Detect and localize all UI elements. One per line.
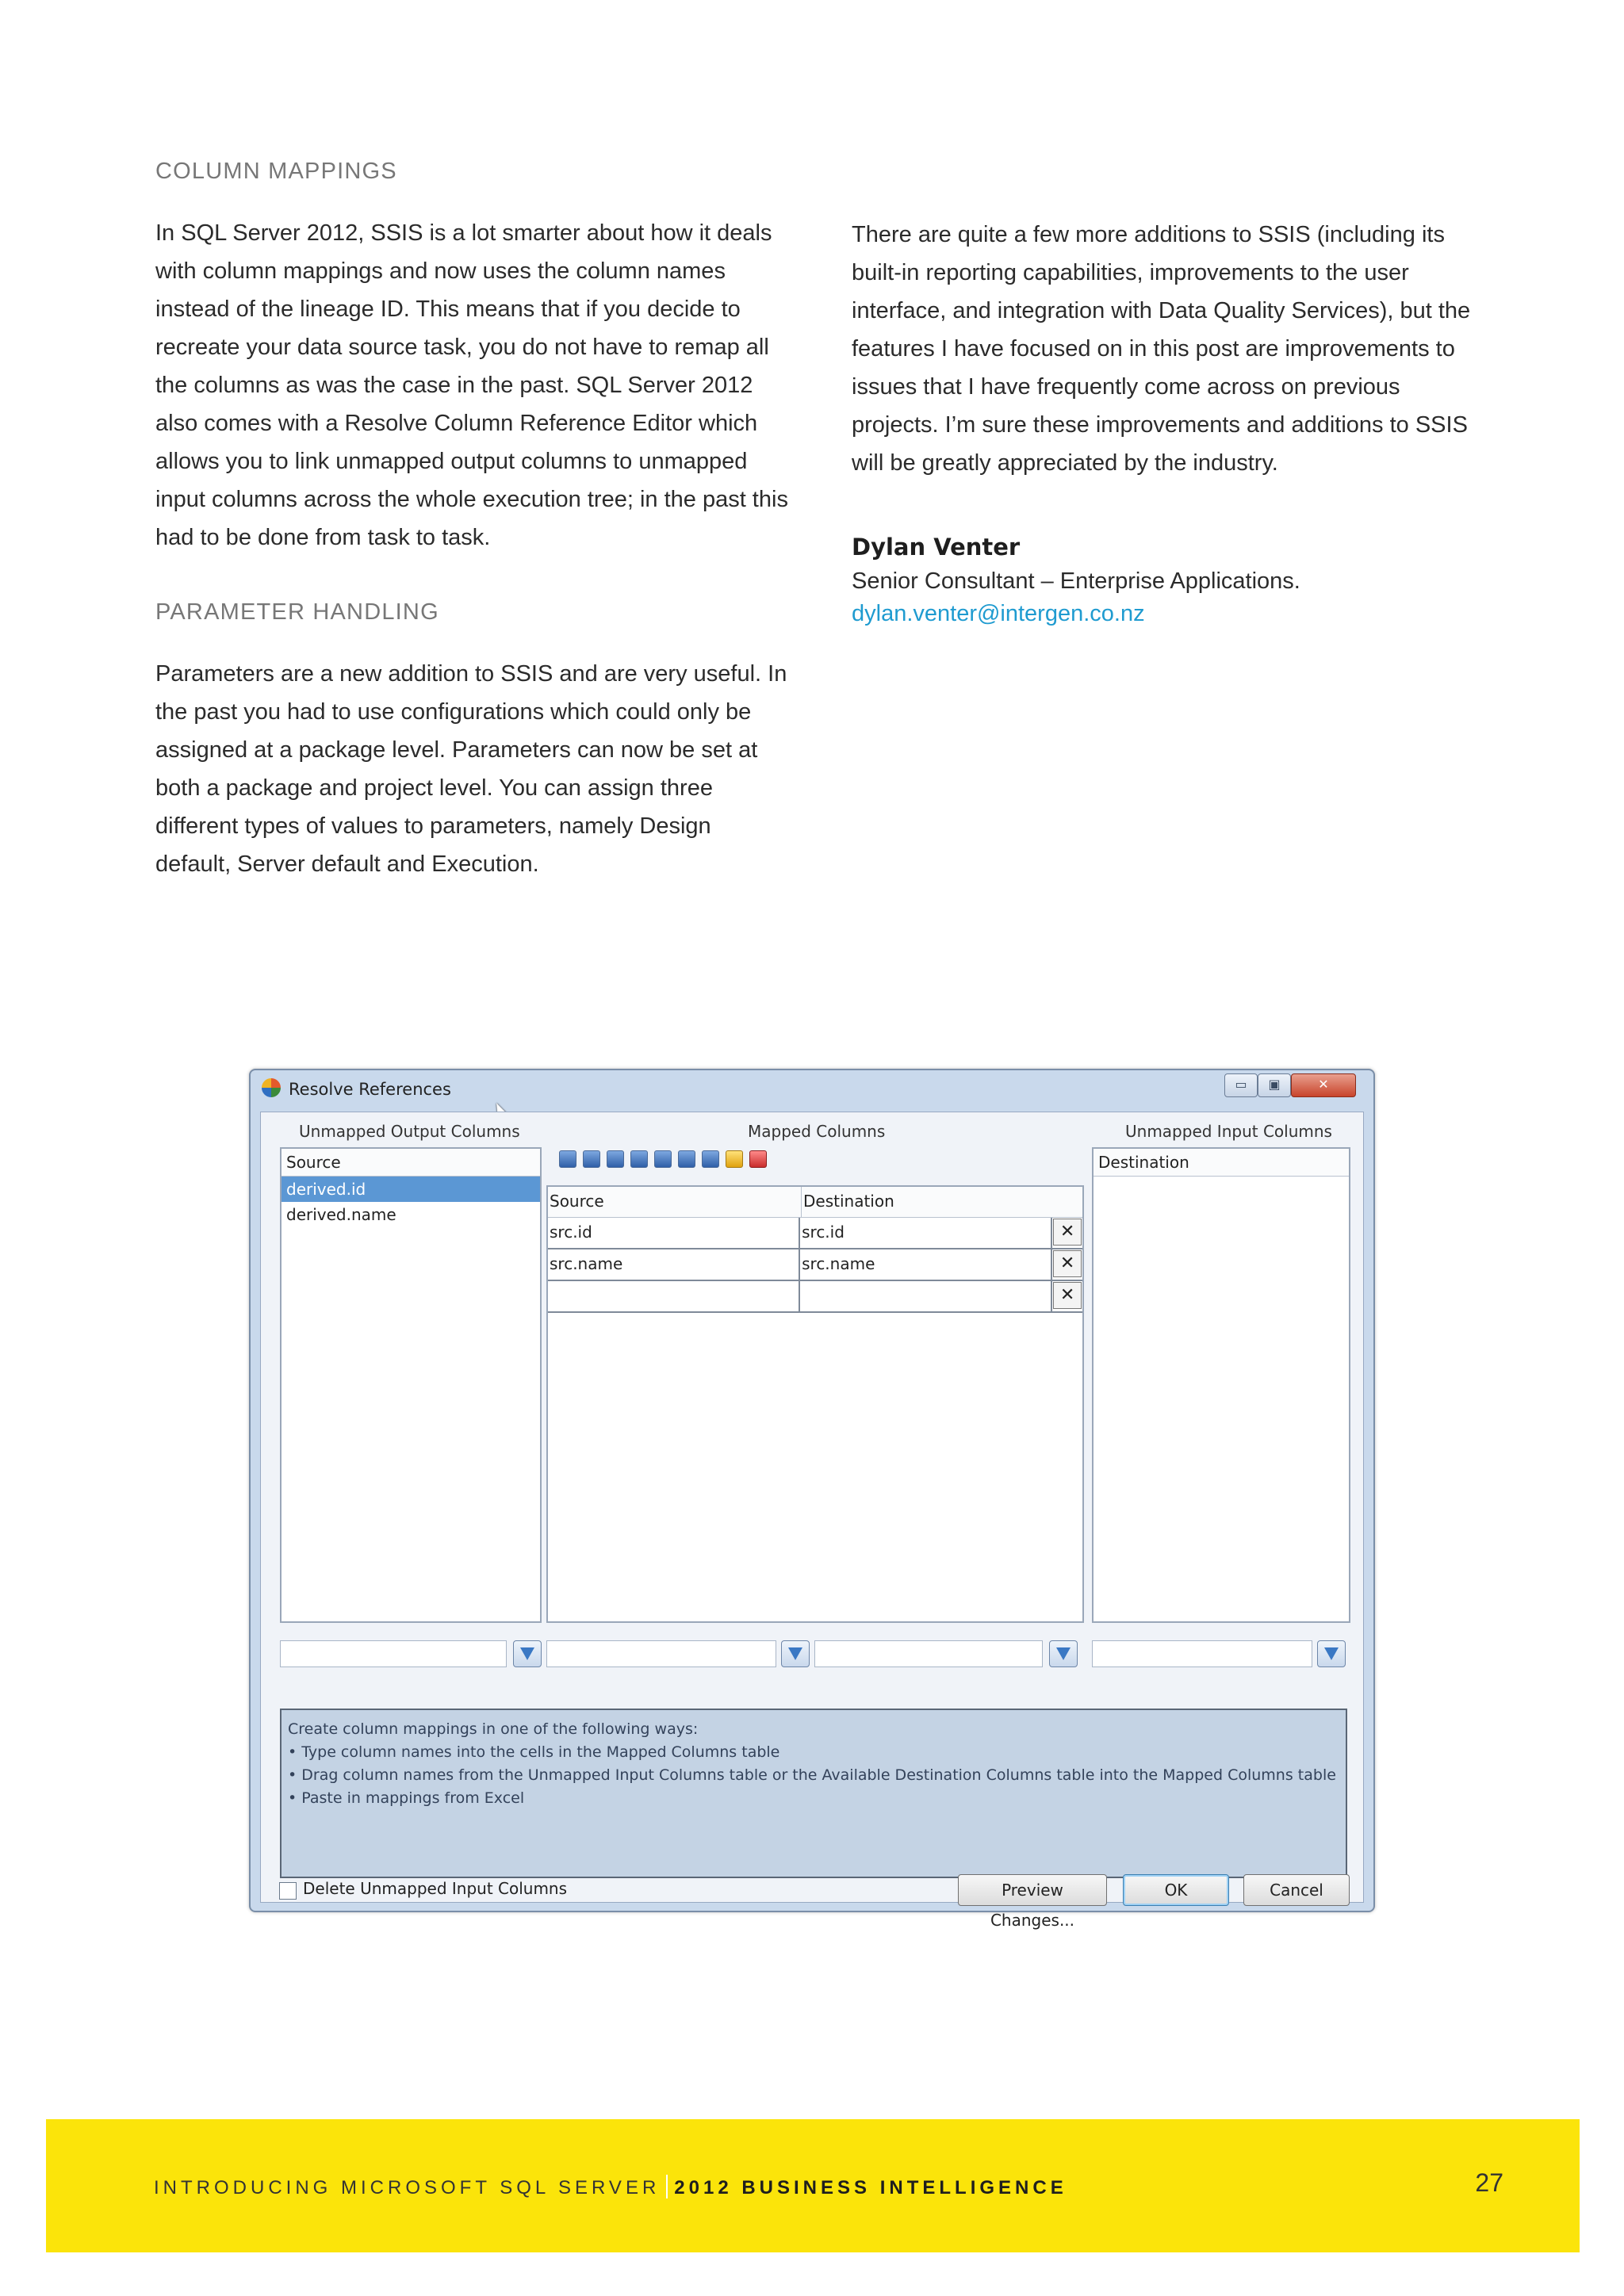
author-name: Dylan Venter bbox=[852, 534, 1021, 561]
source-filter-icon[interactable] bbox=[781, 1640, 810, 1667]
footer-title bbox=[154, 2175, 1067, 2199]
parameter-handling-heading: PARAMETER HANDLING bbox=[155, 599, 439, 625]
output-filter-icon[interactable] bbox=[513, 1640, 542, 1667]
delete-mapping-icon[interactable]: ✕ bbox=[1053, 1282, 1082, 1309]
mapped-source-cell[interactable]: src.id bbox=[548, 1218, 800, 1248]
mapped-destination-cell[interactable]: src.id bbox=[800, 1218, 1052, 1248]
left-column bbox=[155, 155, 790, 883]
unmapped-output-list[interactable] bbox=[280, 1147, 542, 1623]
unmapped-input-list[interactable] bbox=[1092, 1147, 1350, 1623]
app-icon bbox=[262, 1078, 281, 1097]
delete-unmapped-checkbox[interactable] bbox=[279, 1882, 297, 1900]
maximize-button[interactable]: ▣ bbox=[1258, 1073, 1291, 1097]
resolve-references-dialog bbox=[249, 1069, 1375, 1930]
preview-changes-button[interactable]: Preview Changes... bbox=[958, 1874, 1107, 1906]
author-role: Senior Consultant – Enterprise Applications. bbox=[852, 568, 1300, 594]
help-line: Create column mappings in one of the following ways: bbox=[288, 1720, 699, 1738]
author-email-link[interactable]: dylan.venter@intergen.co.nz bbox=[852, 601, 1145, 626]
clear-icon[interactable] bbox=[749, 1150, 767, 1168]
mapped-destination-header[interactable]: Destination bbox=[803, 1192, 894, 1211]
table-row bbox=[548, 1281, 1082, 1313]
page-number: 27 bbox=[1475, 2168, 1503, 2197]
table-row bbox=[548, 1249, 1082, 1281]
delete-mapping-icon[interactable]: ✕ bbox=[1053, 1250, 1082, 1277]
unmapped-output-header[interactable]: Source bbox=[282, 1149, 540, 1177]
mapped-destination-cell[interactable] bbox=[800, 1281, 1052, 1311]
cancel-button[interactable]: Cancel bbox=[1243, 1874, 1350, 1906]
destination-filter-icon[interactable] bbox=[1049, 1640, 1078, 1667]
mapped-destination-cell[interactable]: src.name bbox=[800, 1249, 1052, 1280]
parameter-handling-paragraph: Parameters are a new addition to SSIS and are very useful. In the past you had to use configurations which could only be assigned at a package level. Parameters can now be set at both a package and project level. You can assign three different types of values to parameters, namely Design default, Server default and Execution. bbox=[155, 661, 787, 877]
mapped-columns-title: Mapped Columns bbox=[748, 1122, 886, 1141]
input-filter-icon[interactable] bbox=[1317, 1640, 1346, 1667]
footer-title-bold: 2012 BUSINESS INTELLIGENCE bbox=[674, 2177, 1067, 2198]
paste-icon[interactable] bbox=[726, 1150, 743, 1168]
close-button[interactable]: ✕ bbox=[1291, 1073, 1356, 1097]
column-mappings-heading: COLUMN MAPPINGS bbox=[155, 159, 397, 184]
help-text-box bbox=[280, 1709, 1347, 1878]
dialog-titlebar[interactable] bbox=[251, 1070, 1373, 1107]
column-mappings-paragraph: In SQL Server 2012, SSIS is a lot smarter about how it deals with column mappings and now uses the column names instead of the lineage ID. This means that if you decide to recreate your data source task, you do not have to remap all the columns as was the case in the past. SQL Server 2012 also comes with a Resolve Column Reference Editor which allows you to link unmapped output columns to unmapped input columns across the whole execution tree; in the past this had to be done from task to task. bbox=[155, 220, 788, 550]
help-line: • Drag column names from the Unmapped Input Columns table or the Available Destination Columns table into the Mapped Columns table bbox=[288, 1766, 1336, 1784]
help-line: • Type column names into the cells in the Mapped Columns table bbox=[288, 1743, 780, 1761]
auto-map-icon[interactable] bbox=[559, 1150, 576, 1168]
add-row-icon[interactable] bbox=[607, 1150, 624, 1168]
input-filter-input[interactable] bbox=[1092, 1640, 1312, 1667]
mapped-columns-grid[interactable] bbox=[546, 1185, 1084, 1623]
right-column bbox=[852, 216, 1486, 629]
unmapped-output-title: Unmapped Output Columns bbox=[299, 1122, 520, 1141]
mapped-source-cell[interactable]: src.name bbox=[548, 1249, 800, 1280]
mapped-source-header[interactable]: Source bbox=[548, 1187, 802, 1217]
destination-filter-input[interactable] bbox=[814, 1640, 1043, 1667]
minimize-button[interactable]: ▭ bbox=[1224, 1073, 1258, 1097]
dialog-client-area bbox=[260, 1112, 1364, 1903]
mapped-columns-toolbar bbox=[550, 1144, 1073, 1176]
unmapped-input-header[interactable]: Destination bbox=[1094, 1149, 1349, 1177]
unmapped-input-title: Unmapped Input Columns bbox=[1125, 1122, 1332, 1141]
help-line: • Paste in mappings from Excel bbox=[288, 1789, 525, 1807]
table-row bbox=[548, 1218, 1082, 1249]
list-item[interactable]: derived.id bbox=[282, 1177, 540, 1202]
source-filter-input[interactable] bbox=[546, 1640, 776, 1667]
additions-paragraph: There are quite a few more additions to SSIS (including its built-in reporting capabilities, improvements to the user interface, and integration with Data Quality Services), but the features I have focused on in this post are improvements to issues that I have frequently come across on previous projects. I’m sure these improvements and additions to SSIS will be greatly appreciated by the industry. bbox=[852, 222, 1471, 476]
list-item[interactable]: derived.name bbox=[286, 1205, 396, 1224]
cut-row-icon[interactable] bbox=[630, 1150, 648, 1168]
delete-unmapped-label: Delete Unmapped Input Columns bbox=[303, 1879, 568, 1898]
move-row-icon[interactable] bbox=[678, 1150, 695, 1168]
footer-band bbox=[46, 2119, 1580, 2252]
copy-icon[interactable] bbox=[702, 1150, 719, 1168]
output-filter-input[interactable] bbox=[280, 1640, 507, 1667]
mapped-grid-header bbox=[548, 1187, 1082, 1218]
insert-row-icon[interactable] bbox=[583, 1150, 600, 1168]
delete-row-icon[interactable] bbox=[654, 1150, 672, 1168]
footer-separator bbox=[666, 2175, 668, 2198]
delete-mapping-icon[interactable]: ✕ bbox=[1053, 1219, 1082, 1246]
mapped-source-cell[interactable] bbox=[548, 1281, 800, 1311]
footer-title-light: INTRODUCING MICROSOFT SQL SERVER bbox=[154, 2177, 661, 2198]
ok-button[interactable]: OK bbox=[1123, 1874, 1229, 1906]
dialog-title: Resolve References bbox=[289, 1080, 451, 1099]
